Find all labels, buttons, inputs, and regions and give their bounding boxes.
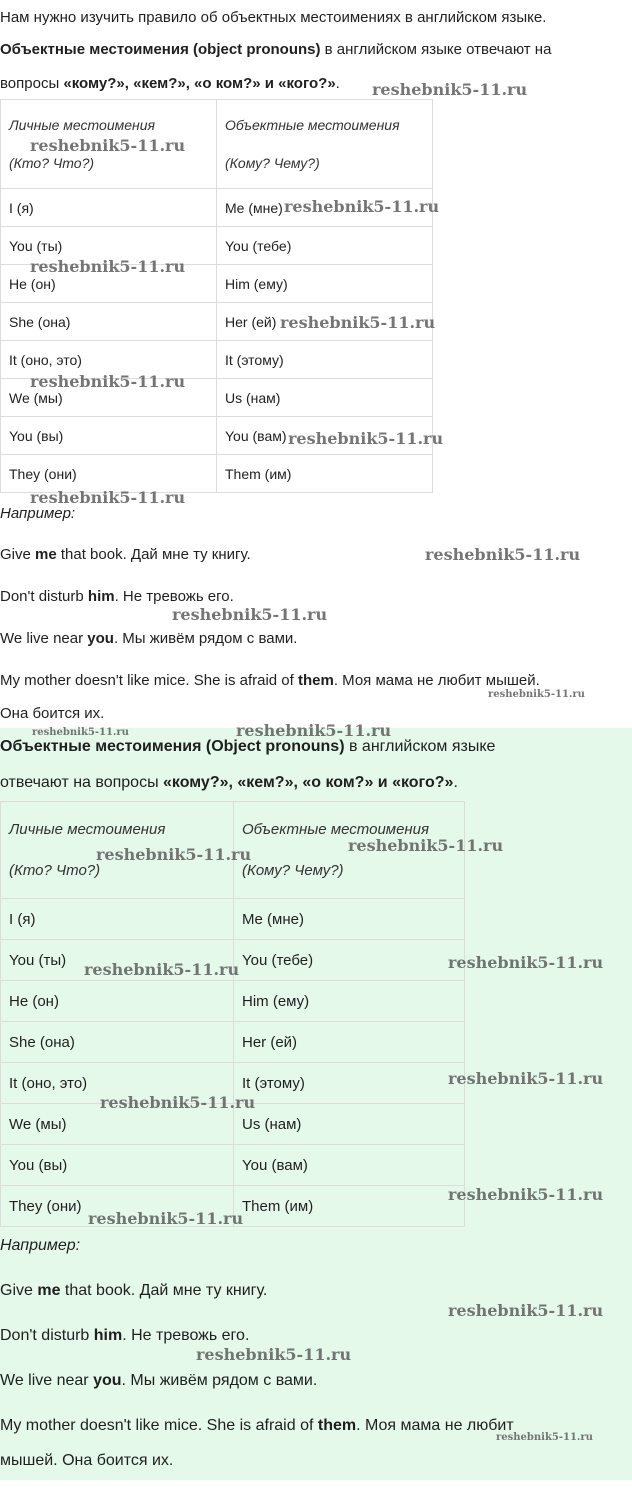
- cell-personal: It (оно, это): [1, 1063, 234, 1104]
- watermark: reshebnik5-11.ru: [88, 1209, 244, 1228]
- questions-text: вопросы «кому?», «кем?», «о ком?» и «кого?».: [0, 75, 340, 92]
- cell-object: Us (нам): [217, 379, 433, 417]
- cell-object: Her (ей): [234, 1022, 465, 1063]
- watermark: reshebnik5-11.ru: [196, 1345, 352, 1364]
- cell-object: It (этому): [234, 1063, 465, 1104]
- cell-object: Her (ей): [217, 303, 433, 341]
- table-row: [1, 981, 465, 1022]
- watermark: reshebnik5-11.ru: [288, 429, 444, 448]
- cell-object: Me (мне): [234, 899, 465, 940]
- cell-personal: He (он): [1, 265, 217, 303]
- watermark: reshebnik5-11.ru: [448, 1069, 604, 1088]
- table-row: [1, 1145, 465, 1186]
- example-sentence: Don't disturb him. Не тревожь его.: [0, 588, 234, 605]
- cell-personal: You (ты): [1, 227, 217, 265]
- example-sentence-continued: мышей. Она боится их.: [0, 1452, 174, 1469]
- watermark: reshebnik5-11.ru: [348, 836, 504, 855]
- cell-personal: She (она): [1, 1022, 234, 1063]
- definition-text: Объектные местоимения (Object pronouns) в английском языке: [0, 738, 496, 755]
- watermark: reshebnik5-11.ru: [236, 721, 392, 740]
- cell-personal: She (она): [1, 303, 217, 341]
- cell-object: Him (ему): [234, 981, 465, 1022]
- watermark: reshebnik5-11.ru: [372, 80, 528, 99]
- cell-personal: They (они): [1, 1186, 234, 1227]
- cell-object: Me (мне): [217, 189, 433, 227]
- example-sentence: Give me that book. Дай мне ту книгу.: [0, 546, 251, 563]
- cell-object: Them (им): [234, 1186, 465, 1227]
- watermark: reshebnik5-11.ru: [284, 197, 440, 216]
- watermark: reshebnik5-11.ru: [30, 257, 186, 276]
- table-row: [1, 455, 433, 493]
- watermark: reshebnik5-11.ru: [448, 1185, 604, 1204]
- header-object: Объектные местоимения (Кому? Чему?): [234, 802, 465, 899]
- cell-object: You (тебе): [234, 940, 465, 981]
- watermark: reshebnik5-11.ru: [448, 953, 604, 972]
- pronoun-table: [0, 801, 465, 1227]
- cell-personal: You (ты): [1, 940, 234, 981]
- table-row: [1, 899, 465, 940]
- watermark: reshebnik5-11.ru: [32, 727, 129, 738]
- example-sentence: We live near you. Мы живём рядом с вами.: [0, 1372, 318, 1389]
- examples-label: Например:: [0, 1237, 81, 1254]
- example-sentence-continued: Она боится их.: [0, 705, 105, 722]
- watermark: reshebnik5-11.ru: [172, 605, 328, 624]
- watermark: reshebnik5-11.ru: [488, 689, 585, 700]
- cell-personal: He (он): [1, 981, 234, 1022]
- cell-object: It (этому): [217, 341, 433, 379]
- cell-personal: It (оно, это): [1, 341, 217, 379]
- cell-object: Them (им): [217, 455, 433, 493]
- cell-personal: We (мы): [1, 1104, 234, 1145]
- watermark: reshebnik5-11.ru: [96, 845, 252, 864]
- cell-object: You (тебе): [217, 227, 433, 265]
- cell-personal: I (я): [1, 899, 234, 940]
- cell-personal: You (вы): [1, 1145, 234, 1186]
- header-personal: Личные местоимения (Кто? Что?): [1, 100, 217, 189]
- example-sentence: Give me that book. Дай мне ту книгу.: [0, 1282, 268, 1299]
- questions-text: отвечают на вопросы «кому?», «кем?», «о ком?» и «кого?».: [0, 774, 458, 791]
- examples-label: Например:: [0, 505, 76, 522]
- example-sentence: My mother doesn't like mice. She is afraid of them. Моя мама не любит мышей.: [0, 672, 540, 689]
- definition-text: Объектные местоимения (object pronouns) в английском языке отвечают на: [0, 41, 552, 58]
- cell-personal: We (мы): [1, 379, 217, 417]
- example-sentence: Don't disturb him. Не тревожь его.: [0, 1327, 250, 1344]
- cell-personal: They (они): [1, 455, 217, 493]
- header-object: Объектные местоимения (Кому? Чему?): [217, 100, 433, 189]
- watermark: reshebnik5-11.ru: [30, 136, 186, 155]
- watermark: reshebnik5-11.ru: [425, 545, 581, 564]
- watermark: reshebnik5-11.ru: [448, 1301, 604, 1320]
- example-sentence: My mother doesn't like mice. She is afraid of them. Моя мама не любит: [0, 1417, 514, 1434]
- section-highlighted: [0, 728, 632, 1480]
- watermark: reshebnik5-11.ru: [496, 1432, 593, 1443]
- header-personal: Личные местоимения (Кто? Что?): [1, 802, 234, 899]
- cell-personal: I (я): [1, 189, 217, 227]
- cell-object: You (вам): [217, 417, 433, 455]
- watermark: reshebnik5-11.ru: [30, 488, 186, 507]
- watermark: reshebnik5-11.ru: [84, 960, 240, 979]
- cell-object: You (вам): [234, 1145, 465, 1186]
- table-row: [1, 1022, 465, 1063]
- cell-object: Him (ему): [217, 265, 433, 303]
- example-sentence: We live near you. Мы живём рядом с вами.: [0, 630, 298, 647]
- cell-personal: You (вы): [1, 417, 217, 455]
- intro-text: Нам нужно изучить правило об объектных местоимениях в английском языке.: [0, 9, 547, 26]
- cell-object: Us (нам): [234, 1104, 465, 1145]
- watermark: reshebnik5-11.ru: [100, 1093, 256, 1112]
- watermark: reshebnik5-11.ru: [280, 313, 436, 332]
- watermark: reshebnik5-11.ru: [30, 372, 186, 391]
